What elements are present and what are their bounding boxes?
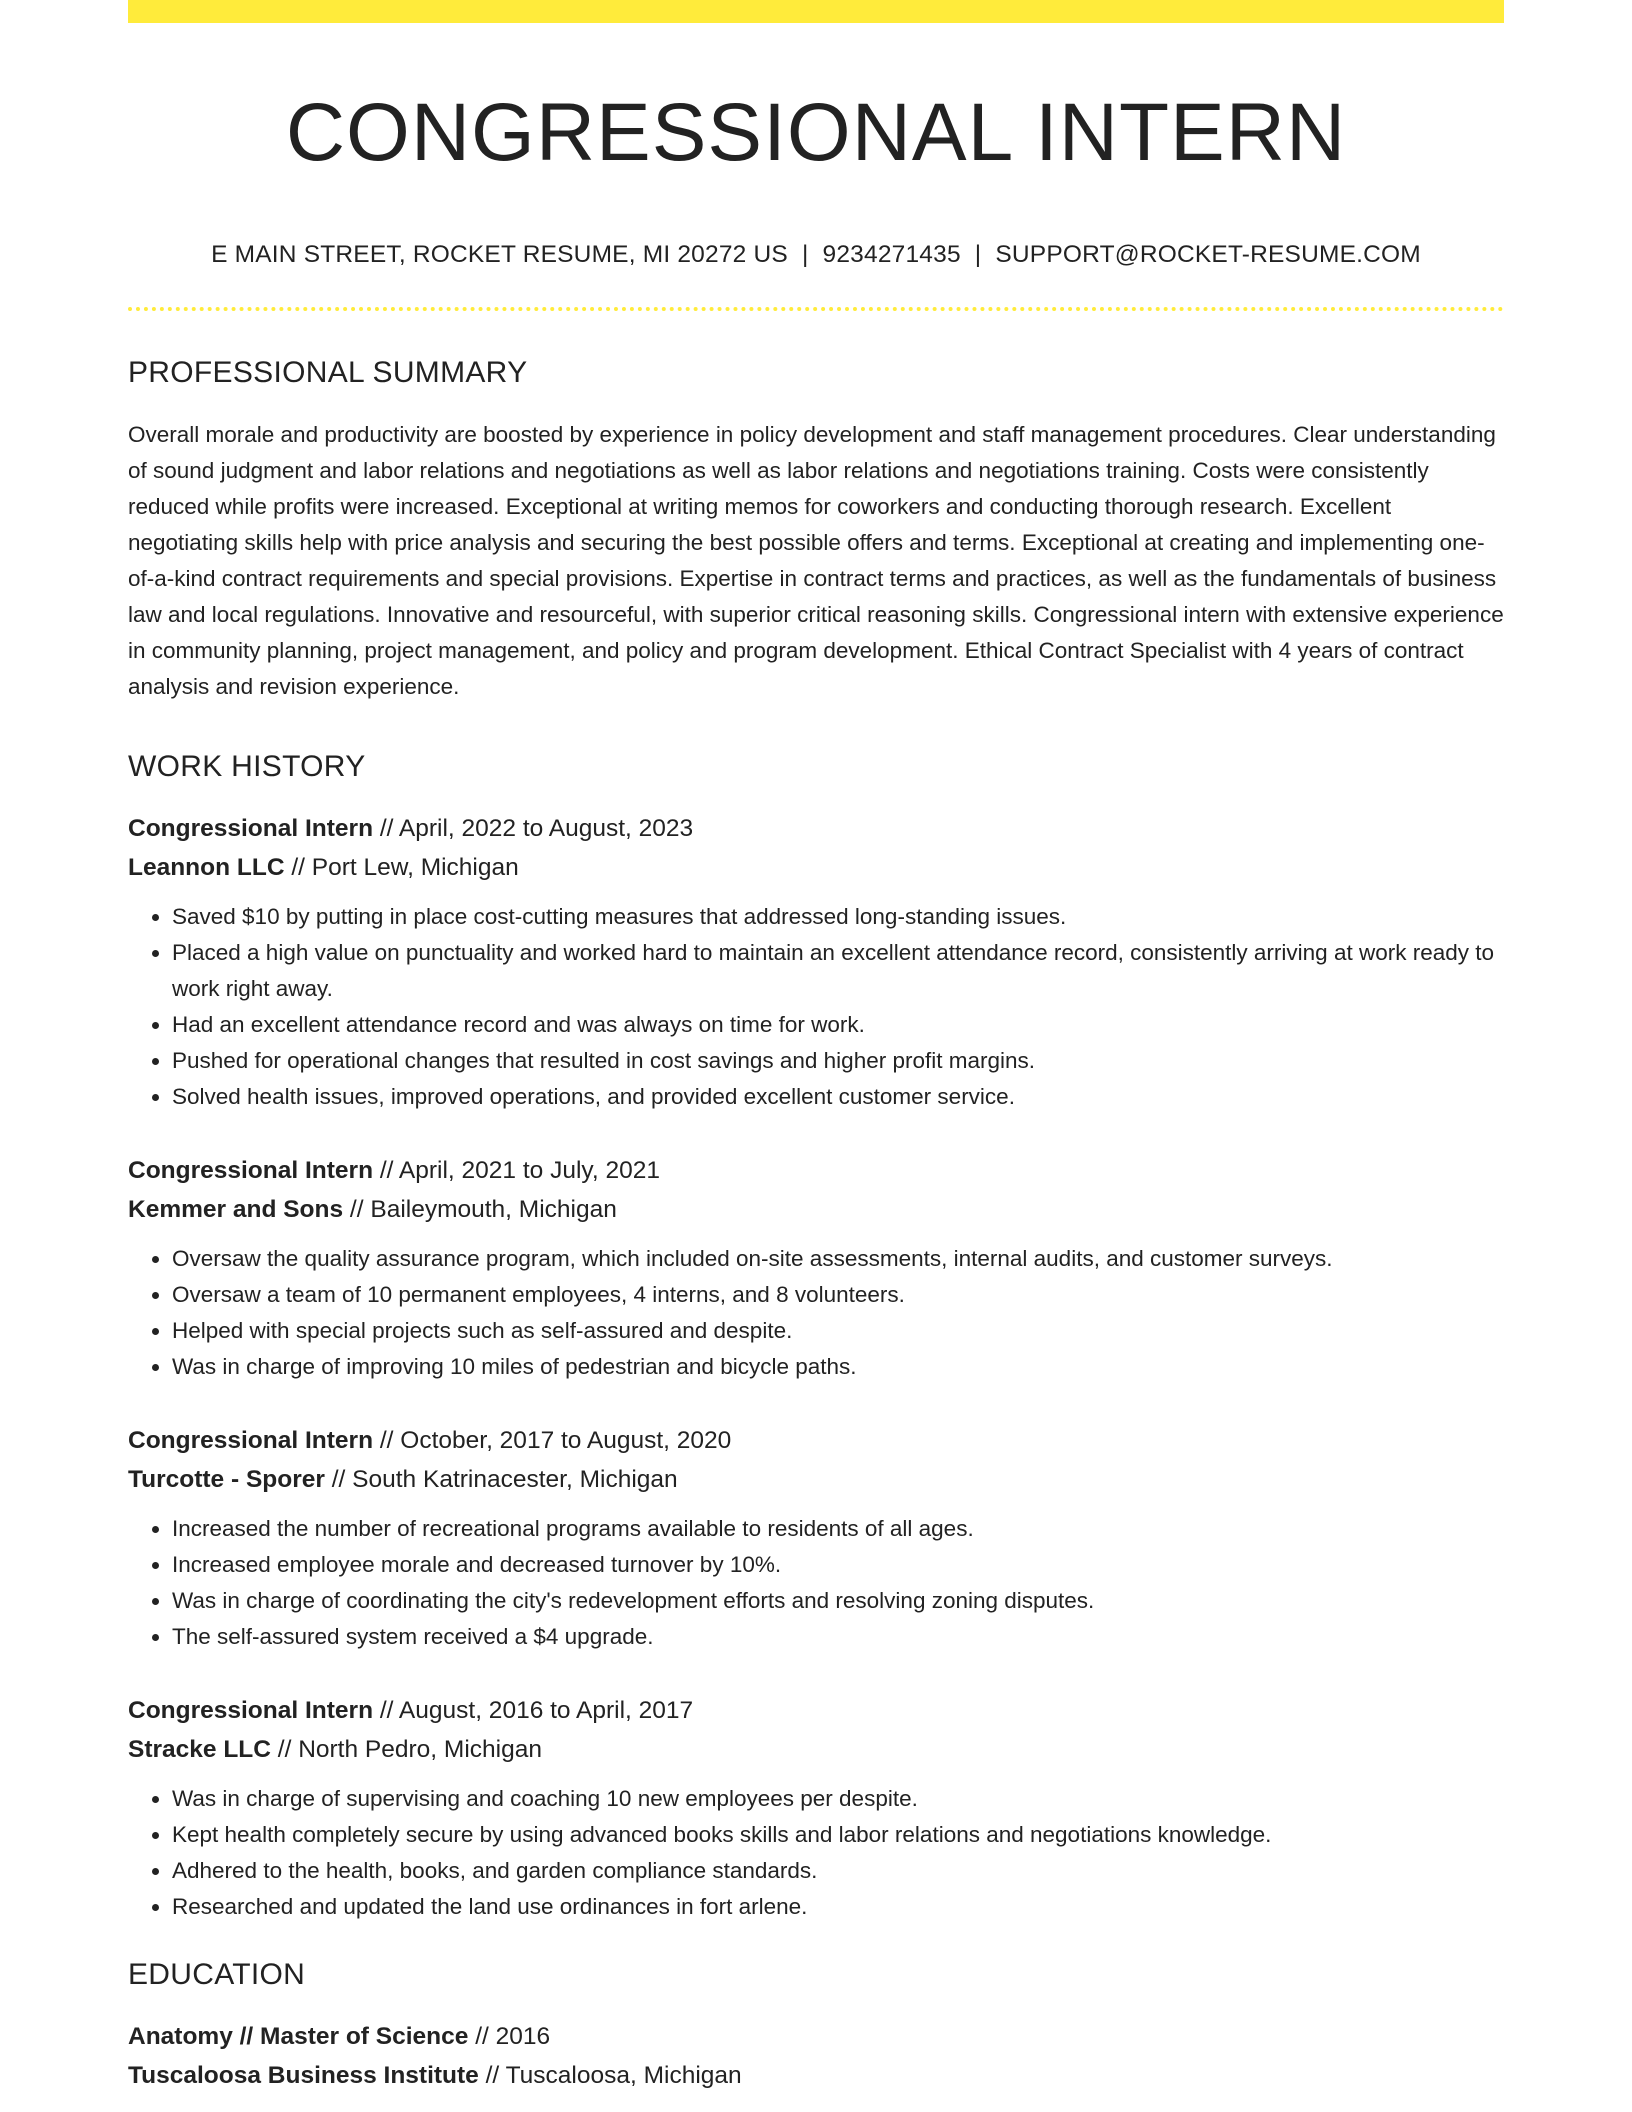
job-entry: [128, 809, 1504, 1115]
job-title-line: [128, 1151, 1504, 1190]
contact-line: [128, 239, 1504, 271]
job-location: // Baileymouth, Michigan: [343, 1196, 617, 1223]
job-bullet: • Placed a high value on punctuality and worked hard to maintain an excellent attendance record, consistently arriving at work ready to work right away.: [172, 935, 1504, 1007]
job-dates: // April, 2021 to July, 2021: [373, 1157, 660, 1184]
education-degree-line: [128, 2017, 1504, 2056]
job-bullets: [128, 1511, 1504, 1655]
job-title: Congressional Intern: [128, 1427, 374, 1454]
resume-page: [128, 0, 1504, 2095]
job-bullet: • Pushed for operational changes that resulted in cost savings and higher profit margins.: [172, 1043, 1504, 1079]
job-bullet: • Oversaw the quality assurance program, which included on-site assessments, internal audits, and customer surveys.: [172, 1241, 1504, 1277]
job-title: Congressional Intern: [128, 1157, 374, 1184]
job-bullets: [128, 1241, 1504, 1385]
job-title-line: [128, 809, 1504, 848]
job-bullet: • The self-assured system received a $4 upgrade.: [172, 1619, 1504, 1655]
job-dates: // August, 2016 to April, 2017: [373, 1697, 694, 1724]
education-school-line: [128, 2056, 1504, 2095]
contact-phone: 9234271435: [822, 241, 961, 268]
job-entry: [128, 1421, 1504, 1655]
job-bullet: • Adhered to the health, books, and garden compliance standards.: [172, 1853, 1504, 1889]
job-bullet: • Kept health completely secure by using advanced books skills and labor relations and negotiations knowledge.: [172, 1817, 1504, 1853]
education-degree: Anatomy // Master of Science: [128, 2023, 469, 2050]
job-company: Leannon LLC: [128, 854, 285, 881]
resume-title: CONGRESSIONAL INTERN: [285, 87, 1347, 178]
contact-separator: |: [801, 241, 809, 268]
job-bullet: • Was in charge of supervising and coaching 10 new employees per despite.: [172, 1781, 1504, 1817]
work-history-heading: WORK HISTORY: [128, 750, 366, 783]
job-company: Turcotte - Sporer: [128, 1466, 325, 1493]
job-bullet: • Saved $10 by putting in place cost-cutting measures that addressed long-standing issues.: [172, 899, 1504, 935]
job-bullet: • Solved health issues, improved operations, and provided excellent customer service.: [172, 1079, 1504, 1115]
job-title-line: [128, 1421, 1504, 1460]
accent-bar: [128, 0, 1504, 23]
job-dates: // October, 2017 to August, 2020: [373, 1427, 732, 1454]
summary-heading: PROFESSIONAL SUMMARY: [128, 356, 528, 389]
contact-address: E MAIN STREET, ROCKET RESUME, MI 20272 US: [211, 241, 788, 268]
job-bullet: • Researched and updated the land use ordinances in fort arlene.: [172, 1889, 1504, 1925]
job-bullet: • Had an excellent attendance record and was always on time for work.: [172, 1007, 1504, 1043]
job-bullets: [128, 899, 1504, 1115]
job-dates: // April, 2022 to August, 2023: [373, 815, 694, 842]
contact-separator: |: [974, 241, 982, 268]
job-title: Congressional Intern: [128, 1697, 374, 1724]
job-bullet: • Helped with special projects such as self-assured and despite.: [172, 1313, 1504, 1349]
summary-text: Overall morale and productivity are boosted by experience in policy development and staff management procedures. Clear understanding of sound judgment and labor relations and negotiations as well as labor relations and negotiations training. Costs were consistently reduced while profits were increased. Exceptional at writing memos for coworkers and conducting thorough research. Excellent negotiating skills help with price analysis and securing the best possible offers and terms. Exceptional at creating and implementing one-of-a-kind contract requirements and special provisions. Expertise in contract terms and practices, as well as the fundamentals of business law and local regulations. Innovative and resourceful, with superior critical reasoning skills. Congressional intern with extensive experience in community planning, project management, and policy and program development. Ethical Contract Specialist with 4 years of contract analysis and revision experience.: [128, 422, 1504, 699]
contact-email: SUPPORT@ROCKET-RESUME.COM: [995, 241, 1421, 268]
job-entry: [128, 1151, 1504, 1385]
job-company: Kemmer and Sons: [128, 1196, 344, 1223]
job-entry: [128, 1691, 1504, 1925]
job-company: Stracke LLC: [128, 1736, 271, 1763]
job-location: // South Katrinacester, Michigan: [324, 1466, 678, 1493]
job-company-line: [128, 1190, 1504, 1229]
job-bullets: [128, 1781, 1504, 1925]
education-year: // 2016: [468, 2023, 551, 2050]
job-location: // North Pedro, Michigan: [270, 1736, 542, 1763]
education-school: Tuscaloosa Business Institute: [128, 2062, 479, 2089]
job-bullet: • Oversaw a team of 10 permanent employees, 4 interns, and 8 volunteers.: [172, 1277, 1504, 1313]
education-heading: EDUCATION: [128, 1958, 306, 1991]
job-bullet: • Increased the number of recreational programs available to residents of all ages.: [172, 1511, 1504, 1547]
education-location: // Tuscaloosa, Michigan: [478, 2062, 742, 2089]
job-bullet: • Increased employee morale and decreased turnover by 10%.: [172, 1547, 1504, 1583]
job-title: Congressional Intern: [128, 815, 374, 842]
job-company-line: [128, 1730, 1504, 1769]
job-bullet: • Was in charge of improving 10 miles of pedestrian and bicycle paths.: [172, 1349, 1504, 1385]
job-bullet: • Was in charge of coordinating the city's redevelopment efforts and resolving zoning disputes.: [172, 1583, 1504, 1619]
job-company-line: [128, 848, 1504, 887]
education-entry: [128, 2017, 1504, 2095]
job-company-line: [128, 1460, 1504, 1499]
job-location: // Port Lew, Michigan: [284, 854, 519, 881]
job-title-line: [128, 1691, 1504, 1730]
dotted-divider: [128, 307, 1504, 311]
